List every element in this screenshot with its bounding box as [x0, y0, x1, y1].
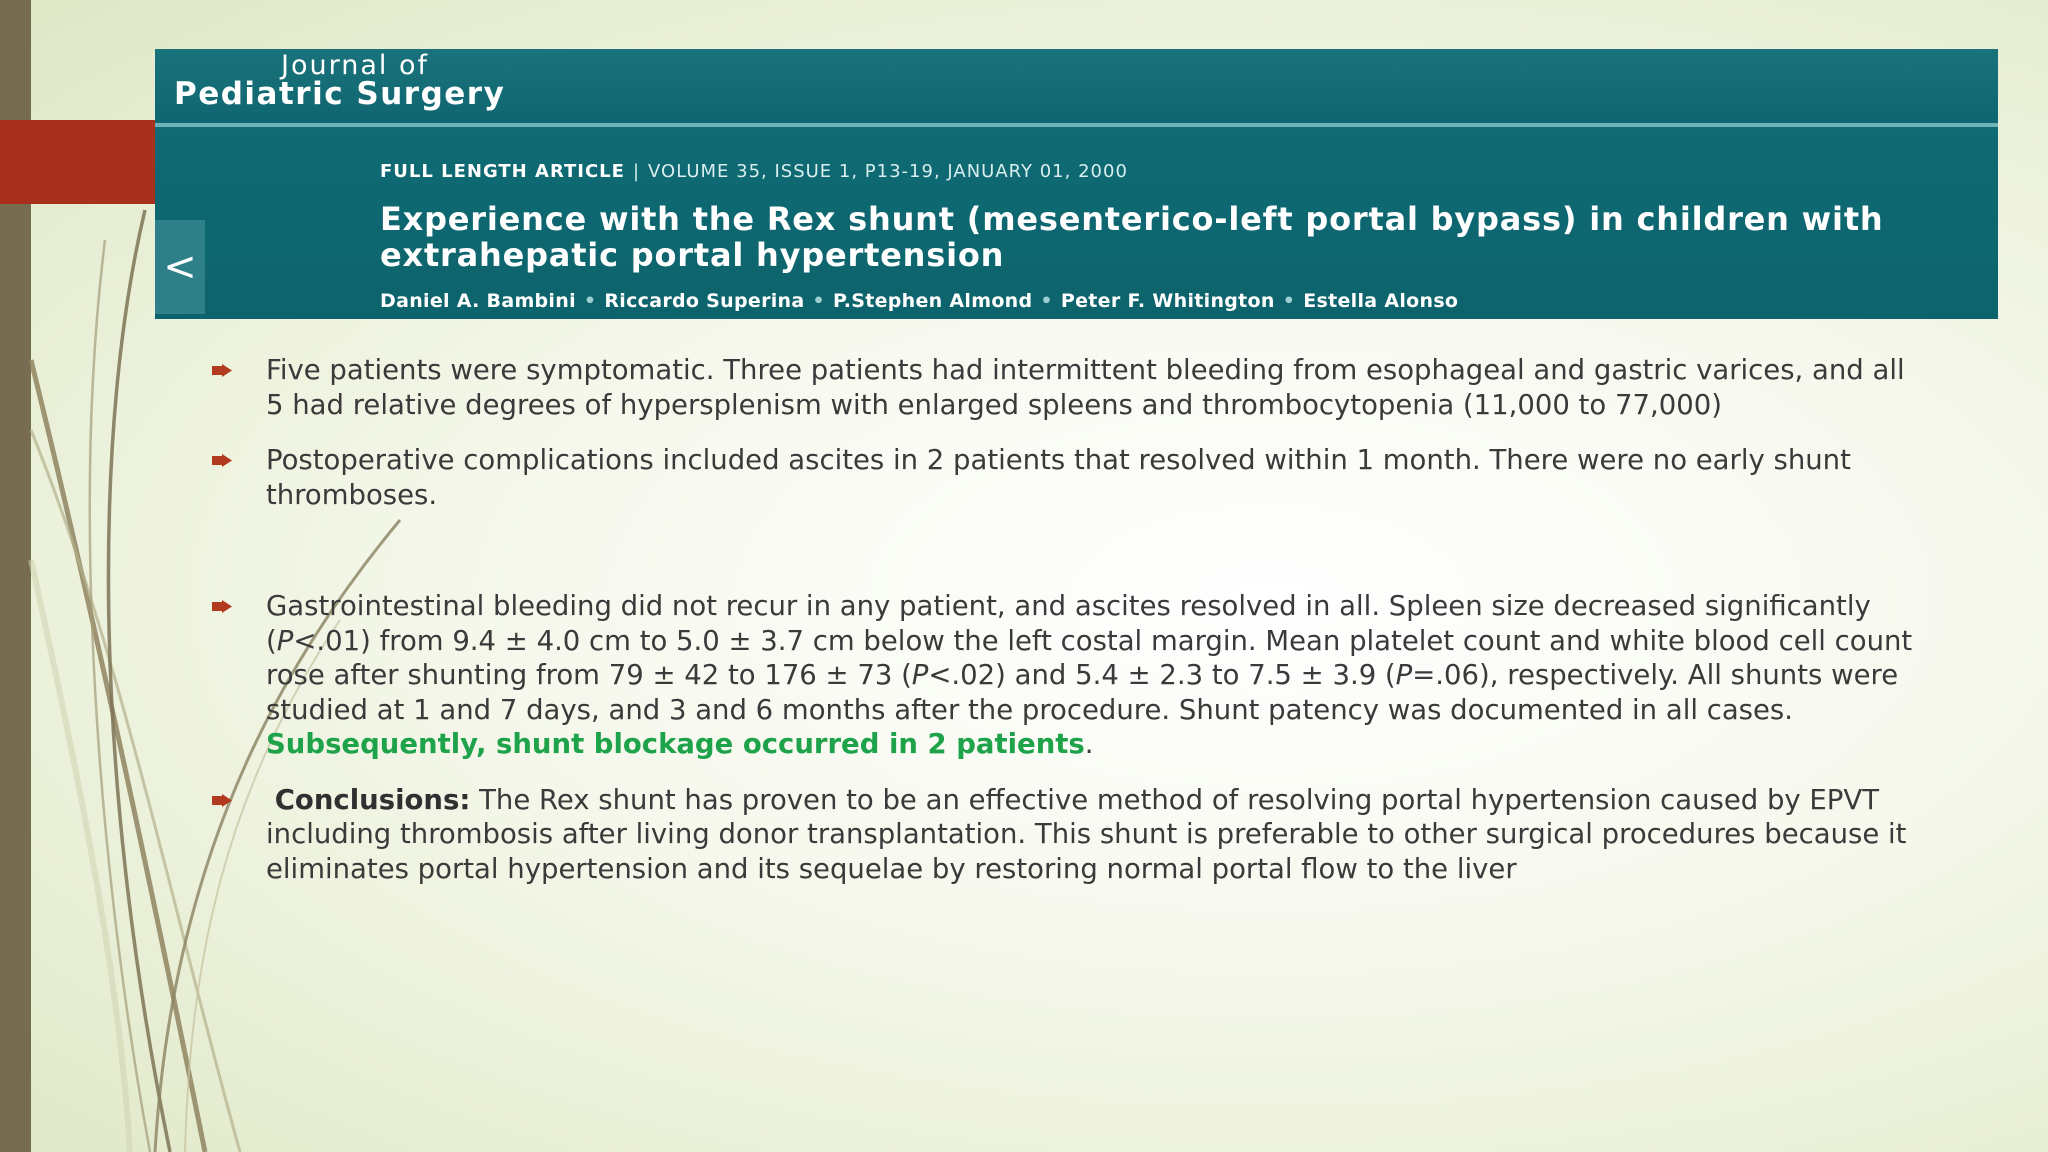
author-link[interactable]: Daniel A. Bambini: [380, 290, 576, 312]
volume-info: VOLUME 35, ISSUE 1, P13-19, JANUARY 01, 2000: [648, 161, 1128, 182]
back-arrow-button[interactable]: [155, 220, 205, 314]
author-link[interactable]: P.Stephen Almond: [832, 290, 1033, 312]
highlighted-finding: Subsequently, shunt blockage occurred in 2 patients: [266, 728, 1085, 760]
arrow-bullet-icon: [212, 794, 232, 807]
red-accent-block: [0, 120, 155, 204]
arrow-bullet-icon: [212, 364, 232, 377]
arrow-bullet-icon: [212, 454, 232, 467]
meta-separator: |: [632, 161, 641, 182]
bullet-text: Postoperative complications included ascites in 2 patients that resolved within 1 month. There were no early shunt thromboses.: [266, 444, 1851, 511]
bullet-item: [212, 443, 1922, 512]
article-title: Experience with the Rex shunt (mesenterico-left portal bypass) in children with extrahepatic portal hypertension: [380, 200, 1884, 274]
author-list: Daniel A. Bambini • Riccardo Superina • P.Stephen Almond • Peter F. Whitington • Estella Alonso: [380, 290, 1459, 312]
author-link[interactable]: Peter F. Whitington: [1060, 290, 1275, 312]
bullet-text: Five patients were symptomatic. Three patients had intermittent bleeding from esophageal and gastric varices, and all 5 had relative degrees of hypersplenism with enlarged spleens and thrombocytopenia (11,000 to 77,000): [266, 354, 1905, 421]
conclusions-label: Conclusions:: [274, 783, 471, 816]
journal-of-label: Journal of: [281, 50, 429, 81]
arrow-bullet-icon: [212, 600, 232, 613]
article-type: FULL LENGTH ARTICLE: [380, 161, 625, 182]
bullet-text: Gastrointestinal bleeding did not recur in any patient, and ascites resolved in all. Spleen size decreased significantly (P<.01) from 9.4 ± 4.0 cm to 5.0 ± 3.7 cm below the left costal margin. Mean platelet count and white blood cell count rose after shunting from 79 ± 42 to 176 ± 73 (P<.02) and 5.4 ± 2.3 to 7.5 ± 3.9 (P=.06), respectively. All shunts were studied at 1 and 7 days, and 3 and 6 months after the procedure. Shunt patency was documented in all cases. Subsequently, shunt blockage occurred in 2 patients.: [266, 590, 1913, 760]
journal-banner: [155, 49, 1998, 319]
chevron-left-icon: <: [163, 244, 197, 290]
journal-name: Pediatric Surgery: [174, 76, 506, 112]
bullet-list: [212, 353, 1922, 886]
bullet-item: [212, 589, 1922, 762]
bullet-text: Conclusions: The Rex shunt has proven to be an effective method of resolving portal hypertension caused by EPVT including thrombosis after living donor transplantation. This shunt is preferable to other surgical procedures because it eliminates portal hypertension and its sequelae by restoring normal portal flow to the liver: [266, 783, 1907, 885]
bullet-item: [212, 353, 1922, 422]
bullet-item: [212, 783, 1922, 887]
article-meta: [380, 161, 1128, 182]
author-link[interactable]: Riccardo Superina: [604, 290, 805, 312]
author-link[interactable]: Estella Alonso: [1303, 290, 1459, 312]
